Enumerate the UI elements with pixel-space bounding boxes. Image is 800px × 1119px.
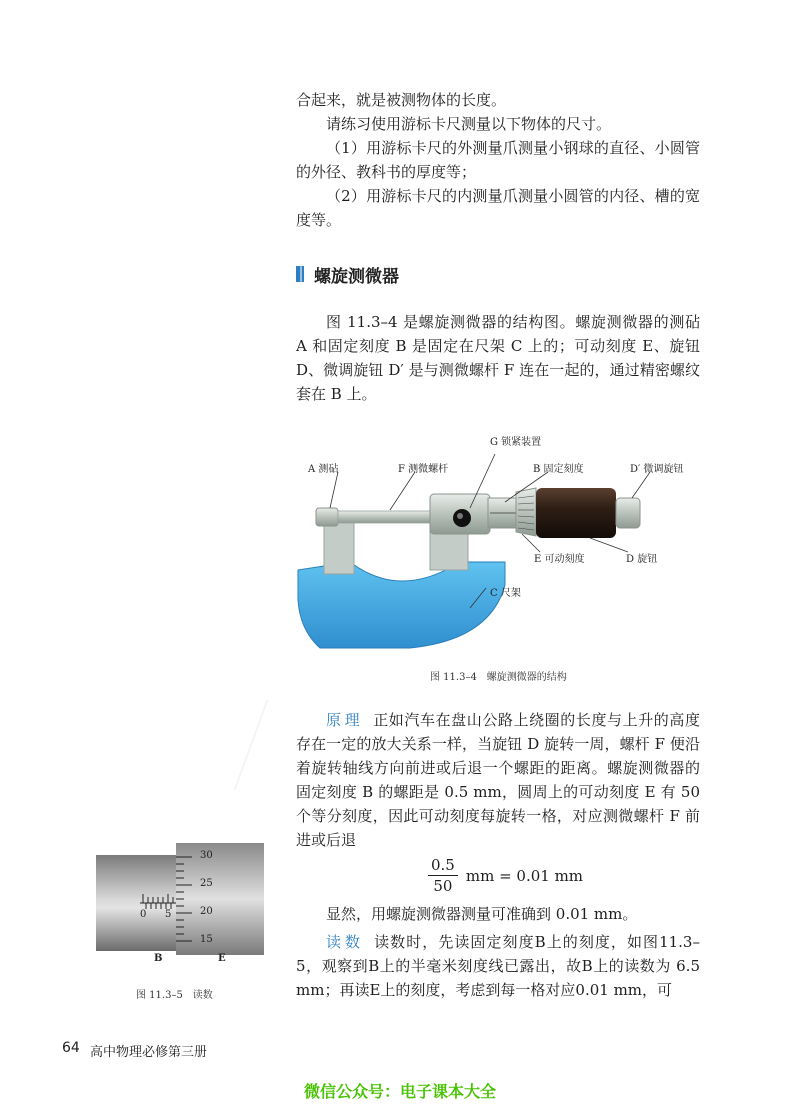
section-heading xyxy=(296,262,399,286)
thimble-label-25: 25 xyxy=(200,878,213,889)
thimble-label-30: 30 xyxy=(200,850,213,861)
label-anvil-a: A 测砧 xyxy=(308,464,339,475)
section-title: 螺旋测微器 xyxy=(314,266,399,287)
reading-figure xyxy=(96,843,266,968)
label-e: E xyxy=(218,953,226,964)
label-fine-knob-dprime: D′ 微调旋钮 xyxy=(630,464,684,475)
label-b: B xyxy=(154,953,163,964)
label-lock-g: G 锁紧装置 xyxy=(490,437,542,448)
fraction xyxy=(428,855,458,896)
label-thimble-e: E 可动刻度 xyxy=(534,554,585,565)
paragraph-1: 合起来，就是被测物体的长度。 xyxy=(296,91,507,109)
formula-rest: mm = 0.01 mm xyxy=(465,866,584,885)
reading-keyword: 读数 xyxy=(326,933,365,951)
page-number: 64 xyxy=(62,1040,80,1056)
principle-keyword: 原理 xyxy=(326,711,364,729)
label-spindle-f: F 测微螺杆 xyxy=(398,464,449,475)
formula xyxy=(428,855,583,896)
intro-paragraph: 图 11.3–4 是螺旋测微器的结构图。螺旋测微器的测砧 A 和固定刻度 B 是固定在尺架 C 上的；可动刻度 E、旋钮 D、微调旋钮 D′ 是与测微螺杆 F 连在一起的，通过精密螺纹套在 B 上。 xyxy=(296,313,700,403)
reading-text: 读数时，先读固定刻度B上的刻度，如图11.3–5，观察到B上的半毫米刻度线已露出，故B上的读数为 6.5 mm；再读E上的刻度，考虑到每一格对应0.01 mm，可 xyxy=(296,933,700,999)
figure-2-caption: 图 11.3–5 读数 xyxy=(136,990,213,1001)
thimble-label-20: 20 xyxy=(200,906,213,917)
micrometer-figure xyxy=(290,437,700,660)
thimble-label-15: 15 xyxy=(200,934,213,945)
reading-scale-illustration xyxy=(96,843,266,968)
paragraph-3: （1）用游标卡尺的外测量爪测量小钢球的直径、小圆管的外径、教科书的厚度等； xyxy=(296,139,700,181)
label-frame-c: C 尺架 xyxy=(490,588,521,599)
principle-text: 正如汽车在盘山公路上绕圈的长度与上升的高度存在一定的放大关系一样，当旋钮 D 旋转一周，螺杆 F 便沿着旋转轴线方向前进或后退一个螺距的距离。螺旋测微器的固定刻度 B 的螺距是 0.5 mm，圆周上的可动刻度 E 有 50 个等分刻度，因此可动刻度每旋转一格，对应测微螺杆 F 前进或后退 xyxy=(296,711,700,849)
section-bar-icon xyxy=(296,266,304,282)
wechat-watermark: 微信公众号：电子课本大全 xyxy=(303,1082,496,1101)
sleeve-label-5: 5 xyxy=(165,909,172,920)
conclusion-paragraph: 显然，用螺旋测微器测量可准确到 0.01 mm。 xyxy=(326,905,638,923)
figure-1-caption: 图 11.3–4 螺旋测微器的结构 xyxy=(430,672,567,683)
paragraph-4: （2）用游标卡尺的内测量爪测量小圆管的内径、槽的宽度等。 xyxy=(296,187,700,229)
label-fixed-scale-b: B 固定刻度 xyxy=(533,464,584,475)
sleeve-label-0: 0 xyxy=(140,909,147,920)
book-title: 高中物理必修第三册 xyxy=(90,1045,208,1060)
reading-paragraph xyxy=(296,930,700,1002)
label-knob-d: D 旋钮 xyxy=(626,554,658,565)
fraction-numerator: 0.5 xyxy=(428,855,458,876)
principle-paragraph xyxy=(296,708,700,852)
fraction-denominator: 50 xyxy=(433,877,453,895)
paragraph-2: 请练习使用游标卡尺测量以下物体的尺寸。 xyxy=(326,115,612,133)
